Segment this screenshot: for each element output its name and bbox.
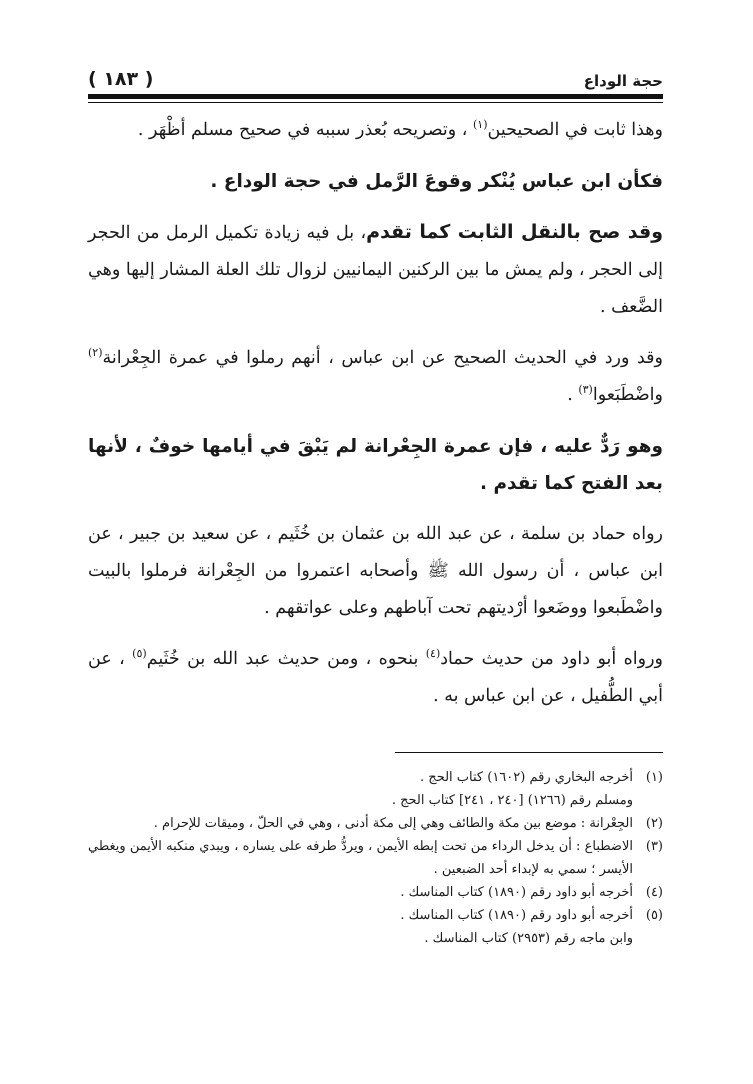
- footnote-2: [88, 812, 663, 835]
- footnote-number: (٤): [645, 885, 663, 900]
- header-rule-thin: [88, 102, 663, 103]
- footnote-5: [88, 904, 663, 927]
- footnote-number: (٢): [645, 816, 663, 831]
- footnote-text: الاضطباع : أن يدخل الرداء من تحت إبطه الأيمن ، ويردُّ طرفه على يساره ، ويبدي منكبه الأيمن ويغطي الأيسر ؛ سمي به لإبداء أحد الضبعين .: [88, 839, 633, 877]
- footnote-ref-3: (٣): [578, 383, 593, 397]
- paragraph-7-text-c: ، عن أبي الطُّفيل ، عن ابن عباس به .: [88, 649, 663, 706]
- paragraph-6: رواه حماد بن سلمة ، عن عبد الله بن عثمان بن خُثَيم ، عن سعيد بن جبير ، عن ابن عباس ، أن رسول الله ﷺ وأصحابه اعتمروا من الجِعْرانة فرملوا بالبيت واضْطَبعوا ووضَعوا أرْديتهم تحت آباطهم وعلى عواتقهم .: [88, 524, 663, 618]
- footnotes: [88, 766, 663, 950]
- page-number: ( ١٨٣ ): [88, 68, 154, 90]
- paragraph-1-text-b: ، وتصريحه بُعذر سببه في صحيح مسلم أظْهَر .: [137, 120, 473, 140]
- main-text: [88, 112, 663, 729]
- footnote-text: أخرجه أبو داود رقم (١٨٩٠) كتاب المناسك .: [400, 908, 633, 923]
- footnote-1: [88, 766, 663, 789]
- footnote-ref-4: (٤): [425, 647, 441, 661]
- paragraph-7-text-a: ورواه أبو داود من حديث حماد: [440, 649, 663, 669]
- footnote-4: [88, 881, 663, 904]
- footnote-3: [88, 835, 663, 881]
- footnote-1-continuation: ومسلم رقم (١٢٦٦) [٢٤٠ ، ٢٤١] كتاب الحج .: [391, 793, 633, 808]
- footnote-number: (١): [645, 770, 663, 785]
- footnote-number: (٣): [645, 839, 663, 854]
- paragraph-7: [88, 641, 663, 715]
- paragraph-3-bold-lead: وقد صح بالنقل الثابت كما تقدم: [366, 221, 664, 243]
- footnote-text: أخرجه أبو داود رقم (١٨٩٠) كتاب المناسك .: [400, 885, 633, 900]
- header-rule-thick: [88, 94, 663, 99]
- footnote-ref-5: (٥): [132, 647, 147, 661]
- footnote-ref-2: (٢): [88, 346, 103, 360]
- paragraph-1: [88, 112, 663, 149]
- paragraph-3: [88, 214, 663, 326]
- paragraph-4: [88, 340, 663, 414]
- footnote-separator: [395, 752, 663, 753]
- paragraph-4-text-c: .: [567, 385, 579, 405]
- paragraph-2-bold: فكأن ابن عباس يُنْكر وقوعَ الرَّمل في حجة الوداع .: [210, 171, 663, 192]
- footnote-text: الجِعْرانة : موضع بين مكة والطائف وهي إلى مكة أدنى ، وهي في الحلّ ، وميقات للإحرام .: [153, 816, 633, 831]
- chapter-title: حجة الوداع: [583, 72, 663, 90]
- paragraph-4-text-b: واضْطَبَعوا: [592, 385, 663, 405]
- paragraph-3-text: ، بل فيه زيادة تكميل الرمل من الحجر إلى الحجر ، ولم يمش ما بين الركنين اليمانيين لزوال تلك العلة المشار إليها وهي الضَّعف .: [88, 223, 663, 317]
- paragraph-4-text-a: وقد ورد في الحديث الصحيح عن ابن عباس ، أنهم رملوا في عمرة الجِعْرانة: [102, 348, 663, 368]
- paragraph-7-text-b: بنحوه ، ومن حديث عبد الله بن خُثَيم: [146, 649, 426, 669]
- running-header: [88, 62, 663, 90]
- paragraph-1-text-a: وهذا ثابت في الصحيحين: [487, 120, 663, 140]
- footnote-text: أخرجه البخاري رقم (١٦٠٢) كتاب الحج .: [420, 770, 633, 785]
- paragraph-5-bold: وهو رَدٌّ عليه ، فإن عمرة الجِعْرانة لم يَبْقَ في أيامها خوفٌ ، لأنها بعد الفتح كما تقدم .: [88, 436, 663, 494]
- footnote-5-continuation: وابن ماجه رقم (٢٩٥٣) كتاب المناسك .: [424, 931, 633, 946]
- footnote-number: (٥): [645, 908, 663, 923]
- footnote-ref-1: (١): [473, 118, 488, 132]
